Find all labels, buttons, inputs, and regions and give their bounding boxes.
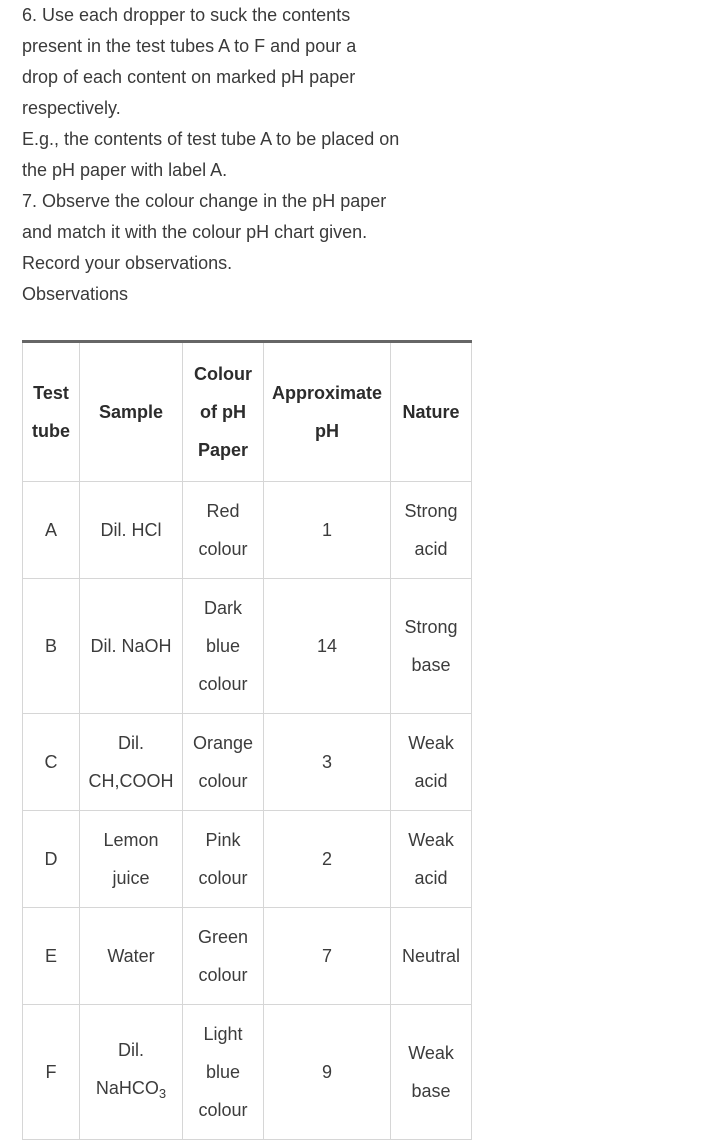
- table-row: [23, 714, 472, 811]
- table-row: [23, 1005, 472, 1140]
- cell-tube: E: [23, 908, 80, 1005]
- cell-nature: Neutral: [391, 908, 472, 1005]
- record-text: Record your observations.: [22, 253, 233, 273]
- cell-tube: B: [23, 579, 80, 714]
- cell-sample: Dil. NaOH: [80, 579, 183, 714]
- cell-colour: Green colour: [183, 908, 264, 1005]
- cell-tube: D: [23, 811, 80, 908]
- cell-colour: Dark blue colour: [183, 579, 264, 714]
- cell-colour: Light blue colour: [183, 1005, 264, 1140]
- header-sample: Sample: [80, 342, 183, 482]
- table-row: [23, 579, 472, 714]
- cell-ph: 7: [264, 908, 391, 1005]
- example-text: E.g., the contents of test tube A to be placed on the pH paper with label A.: [22, 129, 400, 180]
- cell-ph: 1: [264, 482, 391, 579]
- header-colour: Colour of pH Paper: [183, 342, 264, 482]
- cell-colour: Pink colour: [183, 811, 264, 908]
- cell-ph: 2: [264, 811, 391, 908]
- cell-tube: A: [23, 482, 80, 579]
- cell-nature: Weak acid: [391, 714, 472, 811]
- instructions-section: [22, 0, 712, 310]
- cell-sample: Water: [80, 908, 183, 1005]
- cell-sample: [80, 1005, 183, 1140]
- cell-colour: Red colour: [183, 482, 264, 579]
- cell-colour: Orange colour: [183, 714, 264, 811]
- cell-ph: 14: [264, 579, 391, 714]
- step-6-text: 6. Use each dropper to suck the contents present in the test tubes A to F and pour a drop of each content on marked pH paper respectively.: [22, 5, 357, 118]
- table-row: [23, 811, 472, 908]
- table-row: [23, 908, 472, 1005]
- cell-tube: C: [23, 714, 80, 811]
- header-ph: Approximate pH: [264, 342, 391, 482]
- cell-ph: 3: [264, 714, 391, 811]
- observations-heading: Observations: [22, 284, 129, 304]
- cell-nature: Weak base: [391, 1005, 472, 1140]
- table-header-row: [23, 342, 472, 482]
- cell-sample: Dil. CH,COOH: [80, 714, 183, 811]
- cell-nature: Strong acid: [391, 482, 472, 579]
- sample-formula-subscript: 3: [158, 1086, 167, 1101]
- cell-sample: Dil. HCl: [80, 482, 183, 579]
- cell-tube: F: [23, 1005, 80, 1140]
- cell-sample: Lemon juice: [80, 811, 183, 908]
- observations-table: [22, 340, 472, 1140]
- cell-ph: 9: [264, 1005, 391, 1140]
- header-test-tube: Test tube: [23, 342, 80, 482]
- cell-nature: Weak acid: [391, 811, 472, 908]
- sample-formula: Dil. NaHCO: [95, 1040, 159, 1098]
- cell-nature: Strong base: [391, 579, 472, 714]
- step-7-text: 7. Observe the colour change in the pH paper and match it with the colour pH chart given.: [22, 191, 387, 242]
- table-row: [23, 482, 472, 579]
- header-nature: Nature: [391, 342, 472, 482]
